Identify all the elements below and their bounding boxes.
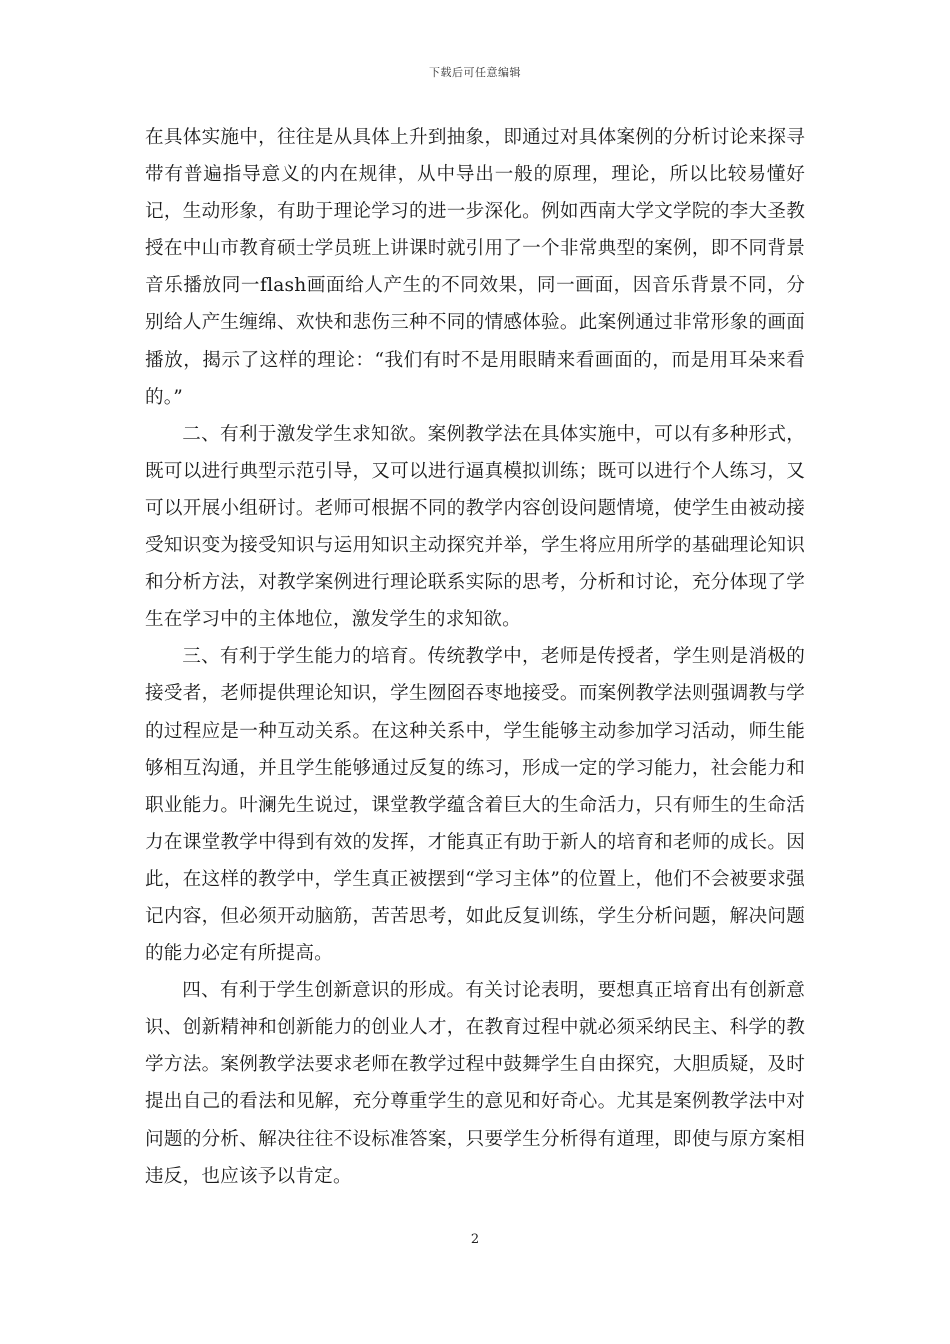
page-header: 下载后可任意编辑 <box>429 66 521 79</box>
paragraph-continuation: 在具体实施中，往往是从具体上升到抽象，即通过对具体案例的分析讨论来探寻带有普遍指导意义的内在规律，从中导出一般的原理，理论，所以比较易懂好记，生动形象，有助于理论学习的进一步深化。例如西南大学文学院的李大圣教授在中山市教育硕士学员班上讲课时就引用了一个非常典型的案例，即不同背景音乐播放同一flash画面给人产生的不同效果，同一画面，因音乐背景不同，分别给人产生缠绵、欢快和悲伤三种不同的情感体验。此案例通过非常形象的画面播放，揭示了这样的理论：“我们有时不是用眼睛来看画面的，而是用耳朵来看的。” <box>145 127 805 408</box>
document-body <box>145 119 805 1195</box>
page-number: 2 <box>470 1232 480 1247</box>
paragraph-point-two: 二、有利于激发学生求知欲。案例教学法在具体实施中，可以有多种形式，既可以进行典型示范引导，又可以进行逼真模拟训练；既可以进行个人练习，又可以开展小组研讨。老师可根据不同的教学内容创设问题情境，使学生由被动接受知识变为接受知识与运用知识主动探究并举，学生将应用所学的基础理论知识和分析方法，对教学案例进行理论联系实际的思考，分析和讨论，充分体现了学生在学习中的主体地位，激发学生的求知欲。 <box>145 423 805 631</box>
paragraph-point-three: 三、有利于学生能力的培育。传统教学中，老师是传授者，学生则是消极的接受者，老师提供理论知识，学生囫囵吞枣地接受。而案例教学法则强调教与学的过程应是一种互动关系。在这种关系中，学生能够主动参加学习活动，师生能够相互沟通，并且学生能够通过反复的练习，形成一定的学习能力，社会能力和职业能力。叶澜先生说过，课堂教学蕴含着巨大的生命活力，只有师生的生命活力在课堂教学中得到有效的发挥，才能真正有助于新人的培育和老师的成长。因此，在这样的教学中，学生真正被摆到“学习主体”的位置上，他们不会被要求强记内容，但必须开动脑筋，苦苦思考，如此反复训练，学生分析问题，解决问题的能力必定有所提高。 <box>145 646 805 965</box>
paragraph-point-four: 四、有利于学生创新意识的形成。有关讨论表明，要想真正培育出有创新意识、创新精神和创新能力的创业人才，在教育过程中就必须采纳民主、科学的教学方法。案例教学法要求老师在教学过程中鼓舞学生自由探究，大胆质疑，及时提出自己的看法和见解，充分尊重学生的意见和好奇心。尤其是案例教学法中对问题的分析、解决往往不设标准答案，只要学生分析得有道理，即使与原方案相违反，也应该予以肯定。 <box>145 980 805 1187</box>
